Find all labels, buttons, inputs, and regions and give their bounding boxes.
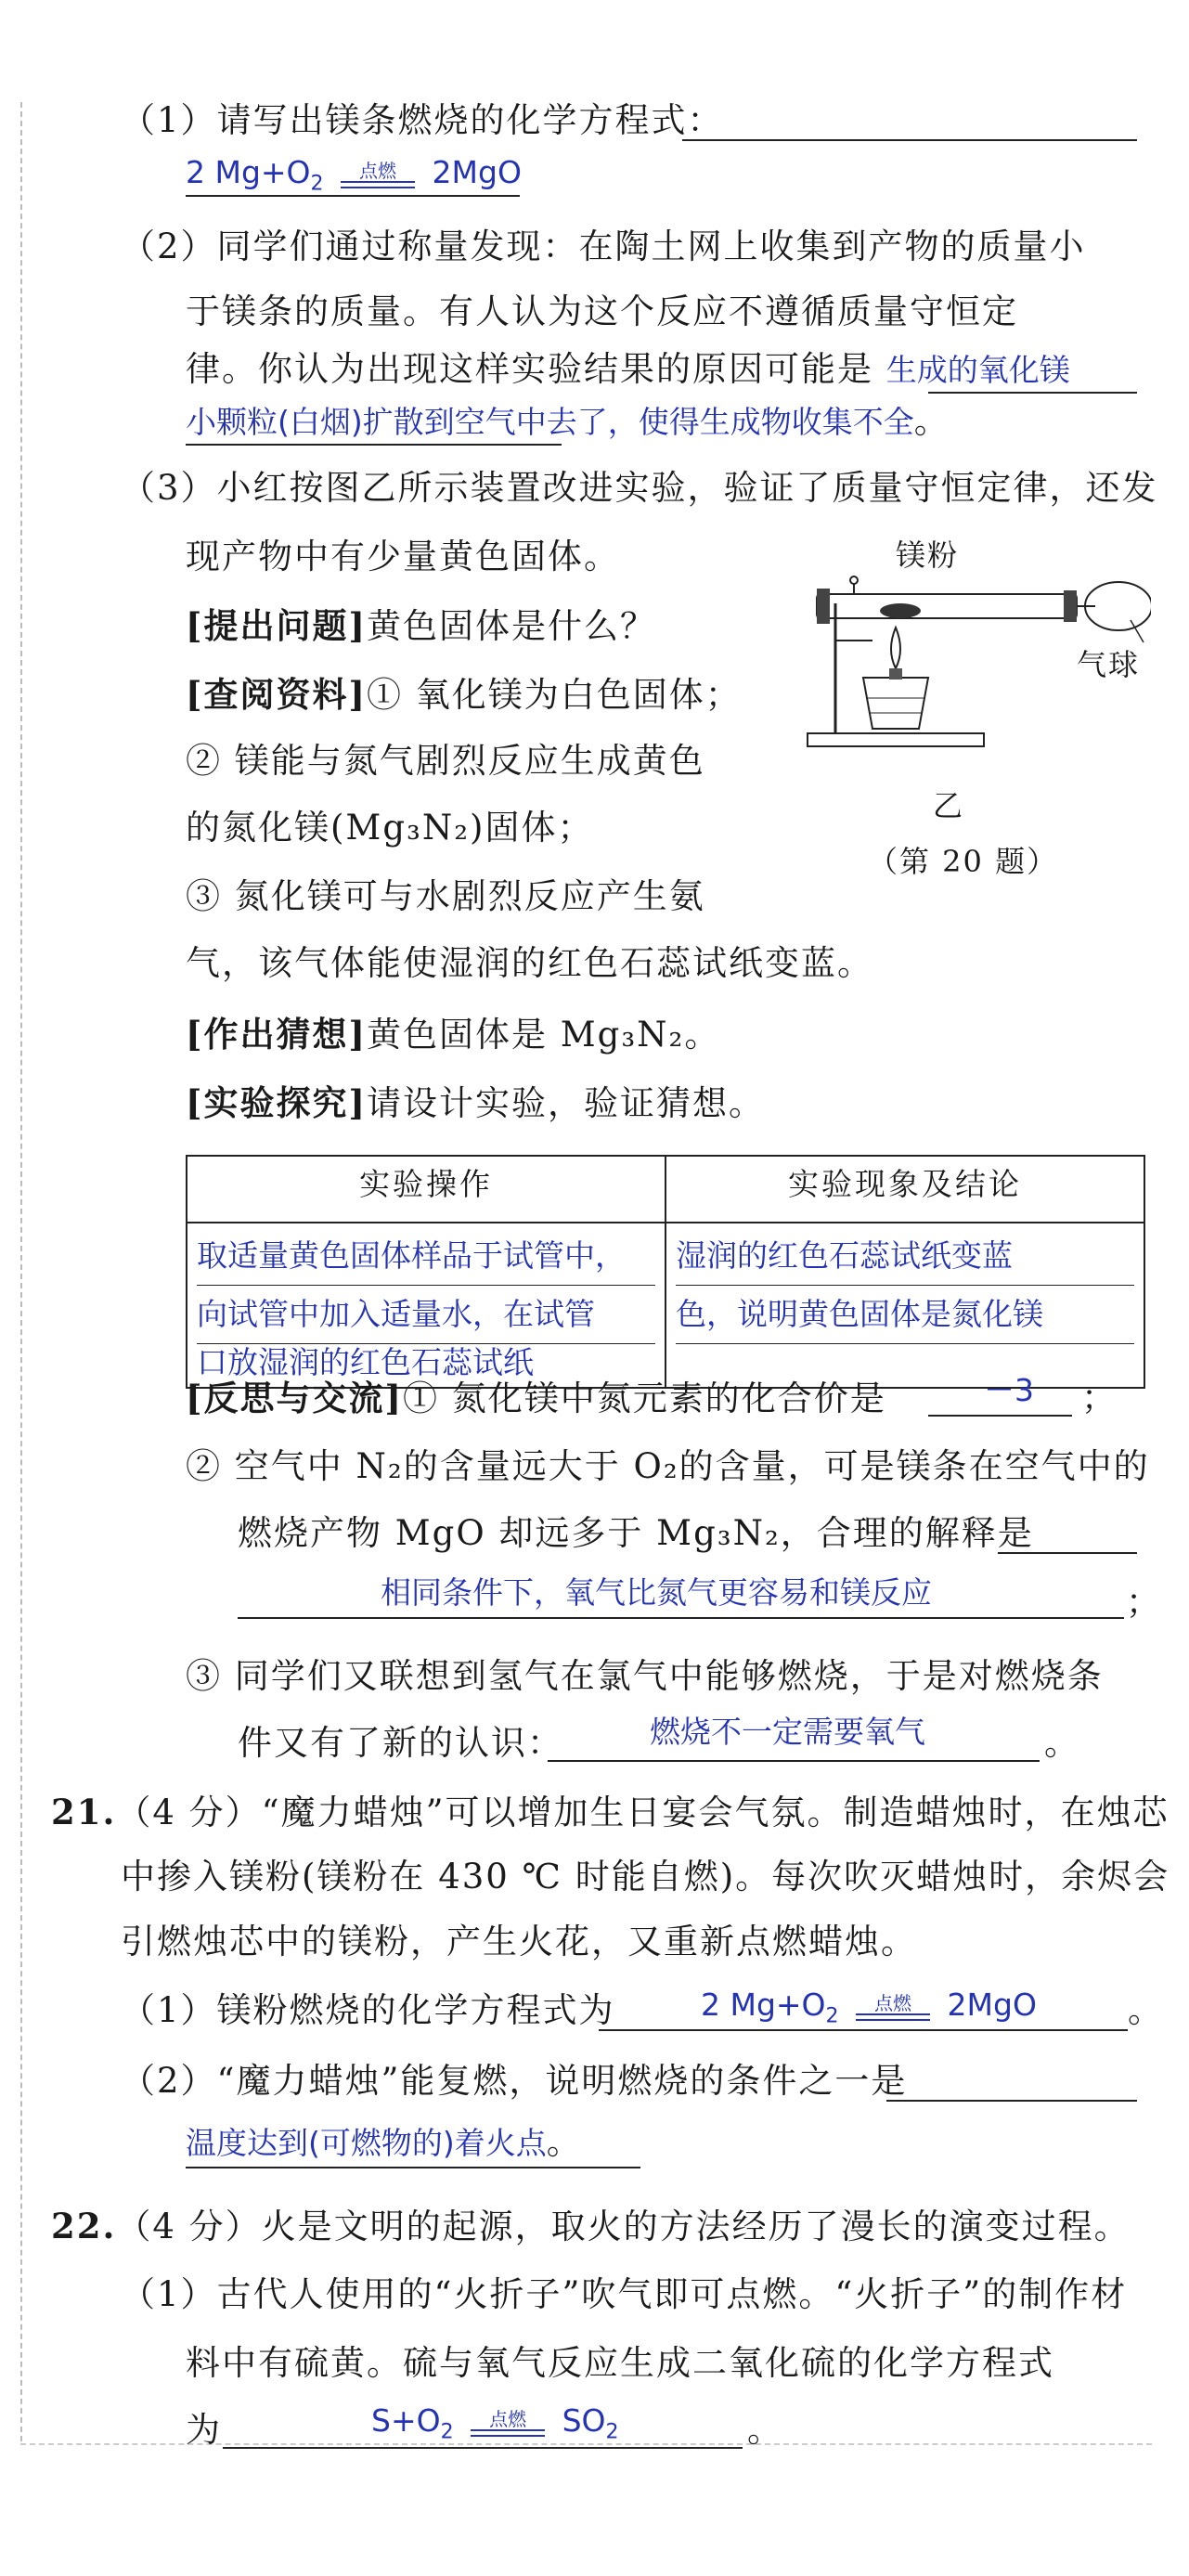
q22-part1-answer: $S+O_2$ 点燃 $SO_2$ xyxy=(371,2402,619,2444)
margin-dashed-line xyxy=(20,102,22,2441)
reflect-2-end: ； xyxy=(1126,1582,1162,1622)
reference-3b: 气，该气体能使湿润的红色石蕊试纸变蓝。 xyxy=(186,943,873,983)
reflect-3b: 件又有了新的认识： xyxy=(238,1723,563,1763)
q20-part3-line2: 现产物中有少量黄色固体。 xyxy=(186,537,620,576)
q21-part2-blank-a xyxy=(886,2100,1137,2102)
reflect-2-answer: 相同条件下，氧气比氮气更容易和镁反应 xyxy=(381,1574,932,1611)
q22-part1-a: （1）古代人使用的“火折子”吹气即可点燃。“火折子”的制作材 xyxy=(121,2274,1128,2314)
reflect-1-end: ； xyxy=(1081,1378,1118,1417)
reflect-1-blank xyxy=(928,1415,1072,1417)
reflect-3-blank xyxy=(548,1760,1040,1762)
q20-part2-blank-b xyxy=(186,444,562,446)
table-row xyxy=(187,1223,1144,1388)
q21-line3: 引燃烛芯中的镁粉，产生火花，又重新点燃蜡烛。 xyxy=(121,1922,917,1961)
figure-label-yi: 乙 xyxy=(933,788,965,823)
experiment-tag: [实验探究] xyxy=(186,1082,368,1123)
q20-part3-line1: （3）小红按图乙所示装置改进实验，验证了质量守恒定律，还发 xyxy=(121,468,1158,508)
q20-part2-line3: 律。你认为出现这样实验结果的原因可能是 生成的氧化镁 xyxy=(186,349,1070,389)
figure-label-powder: 镁粉 xyxy=(896,537,960,573)
q20-part1-answer: 2 $Mg+O_2$ 点燃 2MgO xyxy=(186,154,522,196)
hypothesis-tag: [作出猜想] xyxy=(186,1014,368,1055)
q22-part1-blank xyxy=(223,2447,743,2449)
reflect-3a: ③ 同学们又联想到氢气在氯气中能够燃烧，于是对燃烧条 xyxy=(186,1656,1104,1696)
q22-number: 22. xyxy=(51,2206,117,2246)
reference-2a: ② 镁能与氮气剧烈反应生成黄色 xyxy=(186,741,705,781)
q21-part2-answer: 温度达到(可燃物的)着火点 xyxy=(186,2125,547,2161)
q21-number: 21. xyxy=(51,1792,117,1832)
reflect-2b: 燃烧产物 MgO 却远多于 Mg₃N₂，合理的解释是 xyxy=(238,1513,1034,1553)
reflect-2a: ② 空气中 N₂的含量远大于 O₂的含量，可是镁条在空气中的 xyxy=(186,1446,1150,1486)
table-cell-result: 湿润的红色石蕊试纸变蓝 色，说明黄色固体是氮化镁 xyxy=(666,1223,1144,1388)
q20-part1-answer-underline xyxy=(186,195,520,197)
reflect-tag: [反思与交流] xyxy=(186,1378,404,1418)
reaction-arrow: 点燃 xyxy=(856,1993,930,2021)
q20-part2-answer-b: 小颗粒(白烟)扩散到空气中去了，使得生成物收集不全 xyxy=(186,404,914,440)
q20-part2-line4: 小颗粒(白烟)扩散到空气中去了，使得生成物收集不全。 xyxy=(186,401,950,441)
ask-question-tag: [提出问题] xyxy=(186,605,368,646)
q20-part2-line1: （2）同学们通过称量发现：在陶土网上收集到产物的质量小 xyxy=(121,227,1086,266)
q21-part1-answer: 2 $Mg+O_2$ 点燃 2MgO xyxy=(701,1987,1037,2028)
reflect-3-end: 。 xyxy=(1044,1723,1080,1763)
reflect-2-blank-b xyxy=(238,1617,1124,1619)
q22-part1-end: 。 xyxy=(747,2410,783,2450)
q21-part2-prompt: （2）“魔力蜡烛”能复燃，说明燃烧的条件之一是 xyxy=(121,2061,908,2101)
figure-label-balloon: 气球 xyxy=(1077,647,1141,682)
reflect-2-blank-a xyxy=(998,1552,1137,1554)
q21-part1-blank xyxy=(599,2029,1128,2031)
table-header-operation: 实验操作 xyxy=(187,1156,666,1223)
reflect-1-row: [反思与交流]① 氮化镁中氮元素的化合价是 xyxy=(186,1378,886,1418)
q22-part1-b: 料中有硫黄。硫与氧气反应生成二氧化硫的化学方程式 xyxy=(186,2343,1054,2383)
q20-part2-line2: 于镁条的质量。有人认为这个反应不遵循质量守恒定 xyxy=(186,291,1018,331)
q21-part2-blank-b xyxy=(186,2167,640,2168)
reference-3a: ③ 氮化镁可与水剧烈反应产生氨 xyxy=(186,876,705,916)
ask-question-row: [提出问题]黄色固体是什么？ xyxy=(186,605,657,646)
reflect-1-answer: －3 xyxy=(984,1372,1034,1408)
table-header-result: 实验现象及结论 xyxy=(666,1156,1144,1223)
figure-caption: （第 20 题） xyxy=(868,844,1059,879)
hypothesis-row: [作出猜想]黄色固体是 Mg₃N₂。 xyxy=(186,1014,721,1055)
q21-part2-answer-row: 温度达到(可燃物的)着火点。 xyxy=(186,2122,583,2162)
experiment-table xyxy=(186,1155,1145,1389)
q22-part1-c: 为 xyxy=(186,2410,222,2450)
reference-2b: 的氮化镁(Mg₃N₂)固体； xyxy=(186,808,594,848)
q20-part1-prompt: （1）请写出镁条燃烧的化学方程式： xyxy=(121,100,724,140)
reference-row: [查阅资料]① 氧化镁为白色固体； xyxy=(186,674,742,715)
reaction-arrow: 点燃 xyxy=(341,161,415,188)
q21-line2: 中掺入镁粉(镁粉在 430 ℃ 时能自燃)。每次吹灭蜡烛时，余烬会 xyxy=(121,1857,1170,1896)
q22-line1: 22.（4 分）火是文明的起源，取火的方法经历了漫长的演变过程。 xyxy=(51,2206,1131,2246)
table-header-row xyxy=(187,1156,1144,1223)
q21-line1: 21.（4 分）“魔力蜡烛”可以增加生日宴会气氛。制造蜡烛时，在烛芯 xyxy=(51,1792,1170,1832)
reflect-3-answer: 燃烧不一定需要氧气 xyxy=(650,1714,925,1750)
q20-part2-answer-a: 生成的氧化镁 xyxy=(885,352,1070,388)
experiment-row: [实验探究]请设计实验，验证猜想。 xyxy=(186,1082,766,1123)
q20-part2-blank-a xyxy=(928,392,1137,394)
table-cell-operation: 取适量黄色固体样品于试管中， 向试管中加入适量水，在试管 口放湿润的红色石蕊试纸 xyxy=(187,1223,666,1388)
q20-part1-blank xyxy=(682,139,1137,141)
q21-part1-prompt: （1）镁粉燃烧的化学方程式为 xyxy=(121,1990,615,2030)
reaction-arrow: 点燃 xyxy=(471,2409,545,2437)
q21-part1-end: 。 xyxy=(1128,1990,1164,2030)
reference-tag: [查阅资料] xyxy=(186,674,368,715)
